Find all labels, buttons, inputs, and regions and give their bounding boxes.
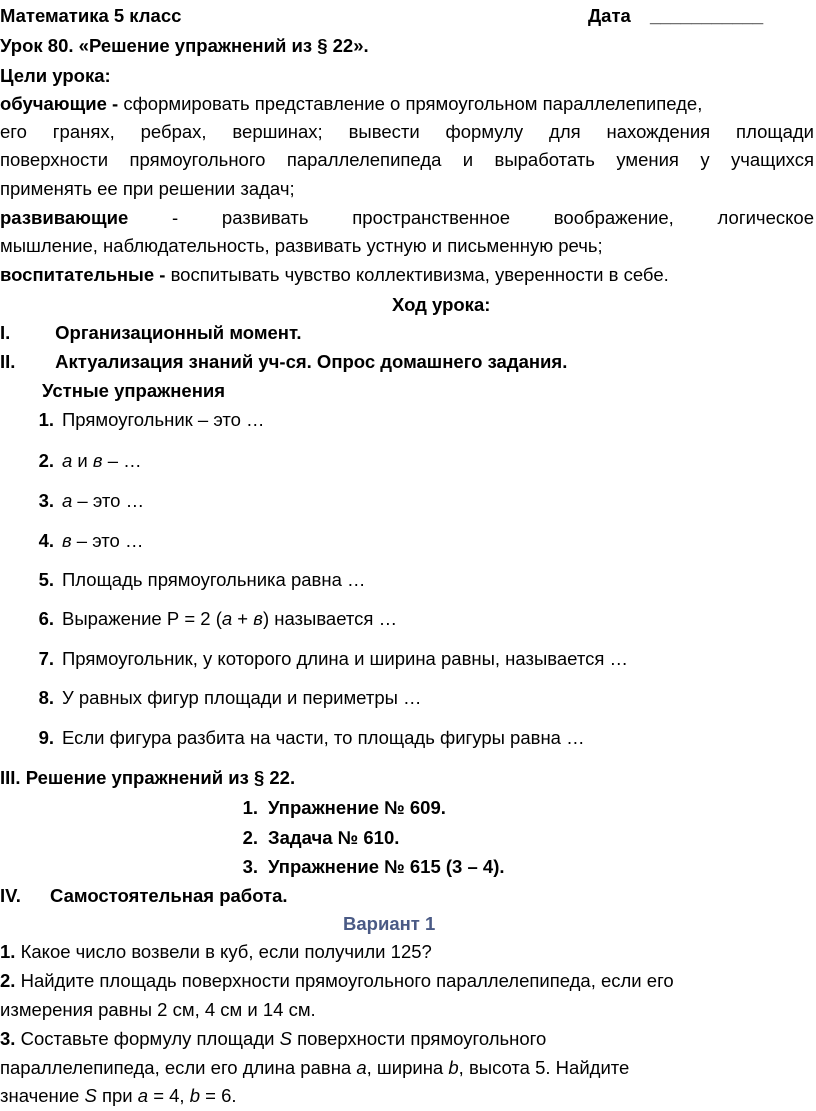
list-item <box>28 447 816 475</box>
list-item-text: – … <box>102 450 142 471</box>
developing-text: - развивать пространственное воображение, логическое <box>172 207 814 228</box>
lesson-title: Урок 80. «Решение упражнений из § 22». <box>0 35 369 56</box>
task-3-line2 <box>0 1054 814 1082</box>
educational-goal-line2: его гранях, ребрах, вершинах; вывести формулу для нахождения площади <box>0 121 814 142</box>
educational-goal-line1 <box>0 90 814 118</box>
stage-1-number: I. <box>0 322 11 343</box>
stage-1 <box>0 319 814 347</box>
stage-3-item-number: 2. <box>242 827 258 848</box>
list-item <box>28 724 816 752</box>
variable-a: а <box>137 1085 149 1106</box>
stage-3-heading: III. Решение упражнений из § 22. <box>0 767 296 788</box>
oral-heading: Устные упражнения <box>42 380 226 401</box>
upbringing-label: воспитательные - <box>0 264 166 285</box>
list-item-text: У равных фигур площади и периметры … <box>62 687 422 708</box>
list-item-text: + <box>232 608 254 629</box>
task-text: Найдите площадь поверхности прямоугольного параллелепипеда, если его <box>15 970 674 991</box>
variable-a: а <box>221 608 233 629</box>
stage-4 <box>0 882 814 910</box>
variable-a: а <box>62 490 73 511</box>
task-text: = 6. <box>200 1085 237 1106</box>
task-2-line2: измерения равны 2 см, 4 см и 14 см. <box>0 999 316 1020</box>
list-item-number: 8. <box>38 687 54 708</box>
list-item <box>28 527 816 555</box>
course-heading: Ход урока: <box>392 294 491 315</box>
educational-goal-line4: применять ее при решении задач; <box>0 178 295 199</box>
variable-s: S <box>84 1085 97 1106</box>
stage-4-number: IV. <box>0 885 21 906</box>
list-item-number: 5. <box>38 569 54 590</box>
stage-2 <box>0 348 814 376</box>
task-text: при <box>96 1085 138 1106</box>
stage-3-item <box>224 794 814 822</box>
stage-2-title: Актуализация знаний уч-ся. Опрос домашнего задания. <box>55 351 568 372</box>
task-number: 2. <box>0 970 16 991</box>
stage-3-item-text: Упражнение № 609. <box>268 797 446 818</box>
task-3-line1 <box>0 1025 814 1053</box>
list-item-text: ) называется … <box>262 608 398 629</box>
task-text: , высота 5. Найдите <box>458 1057 630 1078</box>
list-item-number: 9. <box>38 727 54 748</box>
list-item-text: Прямоугольник – это … <box>62 409 265 430</box>
list-item <box>28 487 816 515</box>
task-text: значение <box>0 1085 85 1106</box>
developing-goal-line1 <box>0 204 814 232</box>
list-item-text: Если фигура разбита на части, то площадь фигуры равна … <box>62 727 585 748</box>
task-3-line3 <box>0 1082 814 1110</box>
list-item-text: и <box>72 450 93 471</box>
list-item <box>28 566 816 594</box>
task-number: 3. <box>0 1028 16 1049</box>
stage-1-title: Организационный момент. <box>55 322 302 343</box>
variable-b: b <box>448 1057 459 1078</box>
list-item-text: Выражение Р = 2 ( <box>62 608 222 629</box>
task-1 <box>0 938 814 966</box>
task-2-line1 <box>0 967 814 995</box>
task-text: параллелепипеда, если его длина равна <box>0 1057 357 1078</box>
task-text: Какое число возвели в куб, если получили 125? <box>15 941 432 962</box>
variable-a: а <box>356 1057 367 1078</box>
stage-3-item-number: 3. <box>242 856 258 877</box>
date-blank: ___________ <box>650 5 764 26</box>
list-item-text: – это … <box>71 530 144 551</box>
list-item-text: Прямоугольник, у которого длина и ширина равны, называется … <box>62 648 629 669</box>
list-item <box>28 605 816 633</box>
list-item <box>28 645 816 673</box>
list-item-number: 6. <box>38 608 54 629</box>
list-item-number: 2. <box>38 450 54 471</box>
list-item-number: 7. <box>38 648 54 669</box>
list-item-text: Площадь прямоугольника равна … <box>62 569 366 590</box>
stage-2-number: II. <box>0 351 16 372</box>
variable-b: в <box>92 450 103 471</box>
list-item <box>28 684 816 712</box>
stage-3-item-number: 1. <box>242 797 258 818</box>
date-label: Дата <box>588 5 631 26</box>
variable-a: а <box>62 450 73 471</box>
variable-s: S <box>279 1028 292 1049</box>
stage-3-item <box>224 853 814 881</box>
header-line <box>0 2 814 30</box>
variable-b: b <box>189 1085 201 1106</box>
list-item-number: 1. <box>38 409 54 430</box>
goals-heading: Цели урока: <box>0 65 111 86</box>
variant-heading: Вариант 1 <box>343 913 436 934</box>
stage-3-item <box>224 824 814 852</box>
list-item-number: 3. <box>38 490 54 511</box>
task-text: , ширина <box>366 1057 449 1078</box>
developing-label: развивающие <box>0 207 129 228</box>
list-item <box>28 406 816 434</box>
stage-3-item-text: Упражнение № 615 (3 – 4). <box>268 856 505 877</box>
developing-goal-line2: мышление, наблюдательность, развивать устную и письменную речь; <box>0 235 603 256</box>
variable-b: в <box>62 530 72 551</box>
list-item-text: – это … <box>72 490 145 511</box>
task-text: поверхности прямоугольного <box>291 1028 547 1049</box>
educational-label: обучающие - <box>0 93 119 114</box>
task-text: Составьте формулу площади <box>15 1028 280 1049</box>
stage-3-item-text: Задача № 610. <box>268 827 400 848</box>
list-item-number: 4. <box>38 530 54 551</box>
upbringing-text: воспитывать чувство коллективизма, уверенности в себе. <box>170 264 669 285</box>
task-text: = 4, <box>148 1085 190 1106</box>
upbringing-goal <box>0 261 814 289</box>
educational-text: сформировать представление о прямоугольном параллелепипеде, <box>123 93 703 114</box>
variable-b: в <box>253 608 263 629</box>
task-number: 1. <box>0 941 16 962</box>
educational-goal-line3: поверхности прямоугольного параллелепипеда и выработать умения у учащихся <box>0 149 814 170</box>
subject-title: Математика 5 класс <box>0 5 182 26</box>
stage-4-title: Самостоятельная работа. <box>50 885 288 906</box>
